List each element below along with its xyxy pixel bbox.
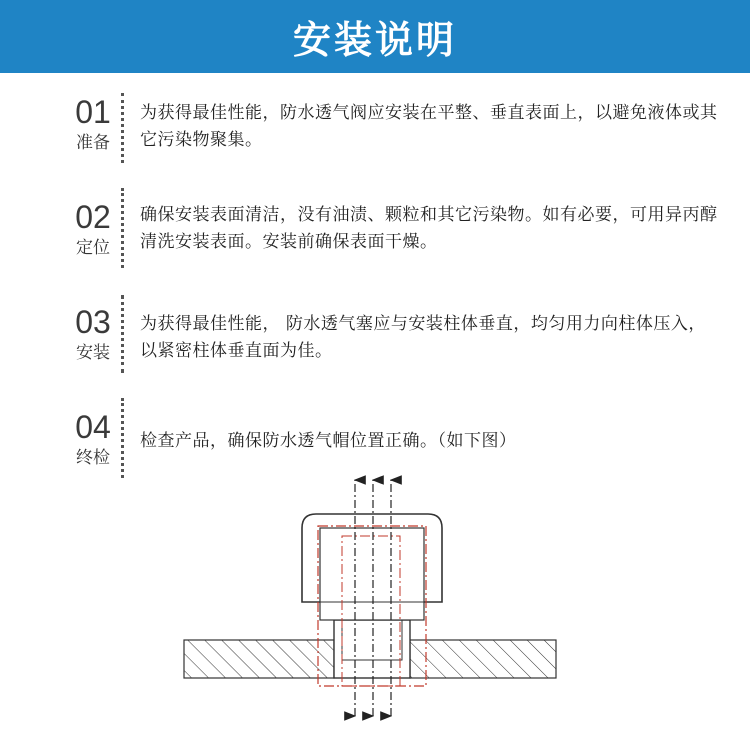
step-divider: [121, 93, 124, 163]
step-number: 02: [75, 199, 111, 235]
mounting-post: [334, 620, 410, 678]
header-banner: [0, 0, 750, 73]
vent-cap: [302, 514, 442, 620]
step-number: 04: [75, 409, 111, 445]
step-label: 定位: [76, 238, 110, 258]
step-text: 确保安装表面清洁，没有油渍、颗粒和其它污染物。如有必要，可用异丙醇清洗安装表面。安装前确保表面干燥。: [140, 205, 718, 252]
step-text: 为获得最佳性能， 防水透气塞应与安装柱体垂直，均匀用力向柱体压入，以紧密柱体垂直面为佳。: [140, 314, 706, 361]
step-label: 终检: [76, 448, 110, 468]
step-divider: [121, 398, 124, 478]
step-divider: [121, 295, 124, 373]
step-number: 03: [75, 304, 111, 340]
step-label: 安装: [76, 343, 110, 363]
step-label: 准备: [76, 133, 110, 153]
installation-diagram: [170, 470, 570, 730]
mounting-plate-right: [410, 640, 556, 678]
step-divider: [121, 188, 124, 268]
step-text: 为获得最佳性能，防水透气阀应安装在平整、垂直表面上，以避免液体或其它污染物聚集。: [140, 103, 718, 150]
step-number: 01: [75, 94, 111, 130]
mounting-plate-left: [184, 640, 334, 678]
step-text: 检查产品，确保防水透气帽位置正确。（如下图）: [140, 431, 517, 451]
page-title: 安装说明: [292, 18, 457, 62]
